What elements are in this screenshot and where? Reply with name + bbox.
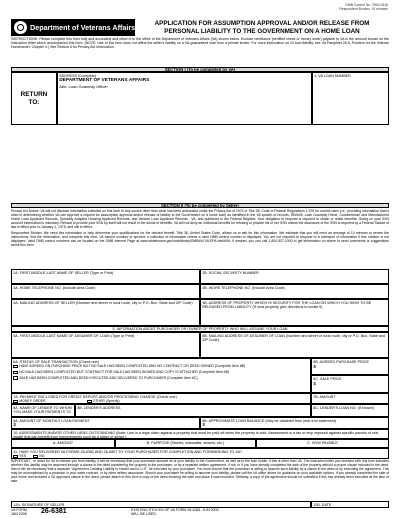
address-label: ADDRESS (Complete) <box>59 73 97 78</box>
other-label: OTHER (Specify) <box>92 399 120 404</box>
lender-address-field[interactable] <box>75 404 311 417</box>
work-phone-label: 3B. WORK TELEPHONE NO. (Include Area Code) <box>202 285 285 290</box>
assumer-mailing-address-label: 5B. MAILING ADDRESS OF ASSUMER OF LOAN (Number and street or rural route, city or P.O. Box, State and ZIP Code) <box>202 333 385 342</box>
payment-option-other[interactable] <box>87 399 120 403</box>
sale-status-option-2-label: NO SALE HAS BEEN COMPLETED BUT CONTRACT FOR SALE HAS BEEN SIGNED AND COPY IS ATTACHED (Complete Item 6B) <box>19 370 230 375</box>
omb-control-number: OMB Control No. 2900-0116 <box>345 3 388 7</box>
privacy-act-notice: Privacy Act Notice: VA will not disclose information collected on this form to any source other than what has been authorized under the Privacy Act of 1974 or Title 38, Code of Federal Regulations 1.576 for routine uses (i.e., providing information that is used in determining whether VA can approve a request for assumption approval and/or release of liability to the Government on a home loan) as identified in the VA system of records, 55VA26, Loan Guaranty Home, Condominium and Manufactured Home Loan Applicant Records, Specially Adapted Housing Applicant Records, and Vendee Loan Applicant Records - VA, and published in the Federal Register. Your obligation to respond is required to obtain or retain benefits. Giving us your SSN account information is voluntary. Refusal to provide your SSN by itself will not result in the denial of benefits. VA will not deny an individual benefits for refusing to provide his or her SSN unless the disclosure of the SSN is required by a Federal Statute of law in effect prior to January 1, 1975, and still in effect. <box>11 209 389 230</box>
form-number: 26-6381 <box>41 508 67 515</box>
checkbox-icon[interactable] <box>87 400 92 404</box>
sale-status-option-1-label: HAVE AGREED ON PURCHASE PRICE BUT NO SALE HAS BEEN COMPLETED AND NO CONTRACT OR DEED SIGNED (Complete Item 6B) <box>19 364 246 369</box>
lender-address-label: 8B. LENDER'S ADDRESS <box>77 405 121 410</box>
payment-amount-label: 7B. AMOUNT <box>313 394 336 399</box>
va-form-label: VA FORM <box>11 508 27 512</box>
lender-loan-number-label: 8C. LENDER'S LOAN NO. (If known) <box>313 405 374 410</box>
return-to-label: RETURN TO: <box>20 91 48 106</box>
section-2-header: SECTION II (To be completed by Seller) <box>11 203 389 208</box>
no-label: NO <box>39 454 45 459</box>
supersedes-line-2: WILL BE USED. <box>131 512 158 517</box>
payment-method-group <box>11 393 311 404</box>
liens-label: 10. ASSESSMENTS AND/OR OTHER LIENS OUTSTANDING (Note: Lien is a legal claim against a property that must be paid off when the property is sold. Assessment is a tax or levy imposed against specific parcels of real estate that can benefit from improvements such as a street or sewer.) <box>13 430 379 439</box>
monthly-payment-label: 9A. AMOUNT OF MONTHLY LOAN PAYMENT <box>13 418 90 423</box>
address-org: DEPARTMENT OF VETERANS AFFAIRS <box>59 78 150 84</box>
seller-name-field[interactable] <box>11 269 200 284</box>
liens-question <box>11 429 389 439</box>
va-logo <box>11 19 135 36</box>
home-phone-field[interactable] <box>11 284 200 299</box>
form-footer <box>11 508 389 518</box>
work-phone-field[interactable] <box>200 284 389 299</box>
omb-block <box>339 3 388 11</box>
forms-delivered-no[interactable] <box>33 454 44 458</box>
loan-balance-field[interactable] <box>200 417 389 429</box>
form-title-line-1: APPLICATION FOR ASSUMPTION APPROVAL AND/OR RELEASE FROM <box>154 20 370 27</box>
monthly-payment-field[interactable] <box>11 417 200 429</box>
section-1-header: SECTION I (To be completed by VA) <box>11 67 389 72</box>
signature-date-field[interactable] <box>311 501 389 508</box>
lien-purpose-field[interactable]: B. PURPOSE (Streets, sidewalks, sewers, etc.) <box>115 439 256 448</box>
privacy-notices <box>11 209 389 247</box>
lender-name-field[interactable] <box>11 404 75 417</box>
seller-mailing-address-field[interactable] <box>11 299 200 326</box>
seller-ssn-field[interactable] <box>200 269 389 284</box>
property-address-label: 4B. ADDRESS OF PROPERTY WHICH IS SECURITY FOR THE LOAN ON WHICH YOU WISH TO BE RELEASED FROM LIABILITY (If rural property give directions to locate it) <box>202 300 372 309</box>
return-address-box <box>57 72 312 125</box>
lien-how-payable-field[interactable]: C. HOW PAYABLE <box>256 439 389 448</box>
va-seal-icon <box>14 21 27 34</box>
agency-name: Department of Veterans Affairs <box>30 23 136 32</box>
signature-date-label: 12B. DATE <box>313 502 332 507</box>
sale-status-option-3-label: SALE HAS BEEN COMPLETED AND DEED EXECUTED AND DELIVERED TO PURCHASER (Complete Item 6C) <box>19 376 198 381</box>
agreed-purchase-price-dollar: $ <box>313 364 317 370</box>
form-id <box>11 508 41 516</box>
payment-option-money-order[interactable] <box>13 399 45 403</box>
form-date: JAN 2006 <box>11 512 27 517</box>
checkbox-icon[interactable] <box>13 365 18 369</box>
lien-amount-field[interactable]: A. AMOUNT <box>11 439 115 448</box>
loan-balance-dollar: $ <box>202 422 206 428</box>
assumer-name-label: 5A. FIRST-MIDDLE-LAST NAME OF ASSUMER OF LOAN (Type or Print) <box>13 333 135 338</box>
sale-status-label: 6A. STATUS OF SALE TRANSACTION (Check one) <box>13 359 99 364</box>
agreed-purchase-price-label: 6B. AGREED PURCHASE PRICE <box>313 359 369 364</box>
seller-signature-label: 12A. SIGNATURE OF SELLER <box>13 502 65 507</box>
assumer-name-field[interactable] <box>11 332 200 358</box>
form-title <box>135 19 389 36</box>
checkbox-icon[interactable] <box>13 371 18 375</box>
lender-loan-number-field[interactable] <box>311 404 389 417</box>
seller-signature-field[interactable] <box>11 501 311 508</box>
lender-name-label: 8A. NAME OF LENDER TO WHOM YOU MAKE YOUR PAYMENTS TO <box>13 405 72 414</box>
sale-price-dollar: $ <box>313 381 317 387</box>
checkbox-icon[interactable] <box>33 455 38 459</box>
money-order-label: MONEY ORDER <box>19 399 46 404</box>
checkbox-icon[interactable] <box>13 376 18 380</box>
yes-label: YES <box>19 454 27 459</box>
sale-status-group <box>11 358 311 393</box>
checkbox-icon[interactable] <box>13 400 18 404</box>
seller-mailing-address-label: 4A. MAILING ADDRESS OF SELLER (Number and street or rural route, city or P.O. Box, State and ZIP Code) <box>13 300 193 305</box>
form-title-line-2: PERSONAL LIABILITY TO THE GOVERNMENT ON A HOME LOAN <box>164 27 360 35</box>
seller-ssn-label: 2B. SOCIAL SECURITY NUMBER <box>202 270 259 275</box>
forms-delivered-options <box>12 454 388 458</box>
important-notice: IMPORTANT - In order for VA to release you from liability, it will be necessary that your purchaser assume all of your liability to the Government, as well as to the loan holder, if this is other than VA. The instruction letter you received with this form indicates whether this liability may be assumed through a clause in the deed transferring the property to the purchaser, or by a separate written agreement. If not, or if you have already completed the sale of the property without a proper clause included in the deed, then it will be necessary that a separate "Agreement Creating Liability to Holder and to U.S." be executed by your purchaser. You must ensure that the purchaser is willing to assume such liability by a clause in the deed or by executing the agreement. This may be accomplished by a provision in your sales contract, or by other written assurance. Should your purchaser be willing to assume your liability, please call the VA office above for guidance on your available options. If you already completed the sale of your home and included a VA approved clause in the deed, please attach to this form a copy of the deed showing the date and place it was recorded. Similarly, a copy of the agreement should be submitted if this has already been executed at the time of sale. <box>11 459 389 484</box>
supersedes-line-1: EXISTING STOCKS OF VA FORM 26-6381, JUN 2003, <box>131 508 220 512</box>
payment-amount-field[interactable] <box>311 393 389 404</box>
agreed-purchase-price-field[interactable] <box>311 358 389 375</box>
property-address-field[interactable] <box>200 299 389 326</box>
supersedes-note <box>131 508 220 516</box>
monthly-payment-dollar: $ <box>13 422 17 428</box>
form-header <box>11 19 389 36</box>
respondent-burden: Respondent Burden: 10 minutes <box>339 7 388 11</box>
sale-price-field[interactable] <box>311 375 389 393</box>
home-phone-label: 3A. HOME TELEPHONE NO. (Include Area Code) <box>13 285 96 290</box>
instructions: INSTRUCTIONS: Please complete this form fully and accurately and return it to the office of the Department of Veterans Affairs (VA) shown below. Enclose remittance (certified check or money order) payable to VA in the amount shown on the instruction letter which accompanied this form. (NOTE: Use of this form does not affect the seller's liability on a VA-guaranteed loan from a private lender. For more information on GI loan liability, see VA Pamphlet 26-5, Pointers for the Veteran Homeowner, Chapter 4.) See Section II for Privacy Act Information. <box>11 37 389 50</box>
forms-delivered-question <box>11 448 389 459</box>
checkbox-icon[interactable] <box>13 455 18 459</box>
respondent-burden-notice: Respondent Burden: We need this information to help determine your qualifications for the desired benefit. Title 38, United States Code, allows us to ask for this information. We estimate that you will need an average of 10 minutes to review the instructions, find the information, and complete this form. VA cannot conduct or sponsor a collection of information unless a valid OMB control number is displayed. You are not required to respond to a collection of information if this number is not displayed. Valid OMB control numbers can be located on the OMB Internet Page at www.whitehouse.gov/omb/library/OMBINV.VA.EPA.html#VA. If desired, you can call 1-800-827-1000 to get information on where to send comments or suggestions about this form. <box>11 231 389 248</box>
section-5-header: 5. INFORMATION ABOUT PURCHASER OR OWNER OF PROPERTY WHO WILL ASSUME YOUR LOAN <box>11 326 389 332</box>
va-loan-number-label: 1. VA LOAN NUMBER <box>314 73 351 78</box>
va-loan-number-field[interactable] <box>312 72 389 125</box>
sale-price-label: 6C. SALE PRICE <box>313 376 342 381</box>
seller-name-label: 2A. FIRST-MIDDLE-LAST NAME OF SELLER (Type or Print) <box>13 270 114 275</box>
payment-method-label: 7A. PAYMENT ENCLOSED FOR CREDIT REPORT AND/OR PROCESSING CHARGE (Check one) <box>13 394 177 399</box>
address-attn: Attn: Loan Guaranty Officer <box>59 83 108 89</box>
forms-delivered-yes[interactable] <box>13 454 26 458</box>
forms-delivered-label: 11. HAVE YOU DELIVERED VA FORMS 26-6382 AND 26-6807 TO YOUR PURCHASER FOR COMPLETION AND FORWARDING TO VA? <box>13 449 243 454</box>
return-to-box <box>11 72 57 125</box>
assumer-mailing-address-field[interactable] <box>200 332 389 358</box>
loan-balance-label: 9B. APPROXIMATE LOAN BALANCE (May be obtained from year-end statement) <box>202 418 337 423</box>
sale-status-option-3[interactable] <box>12 376 310 382</box>
